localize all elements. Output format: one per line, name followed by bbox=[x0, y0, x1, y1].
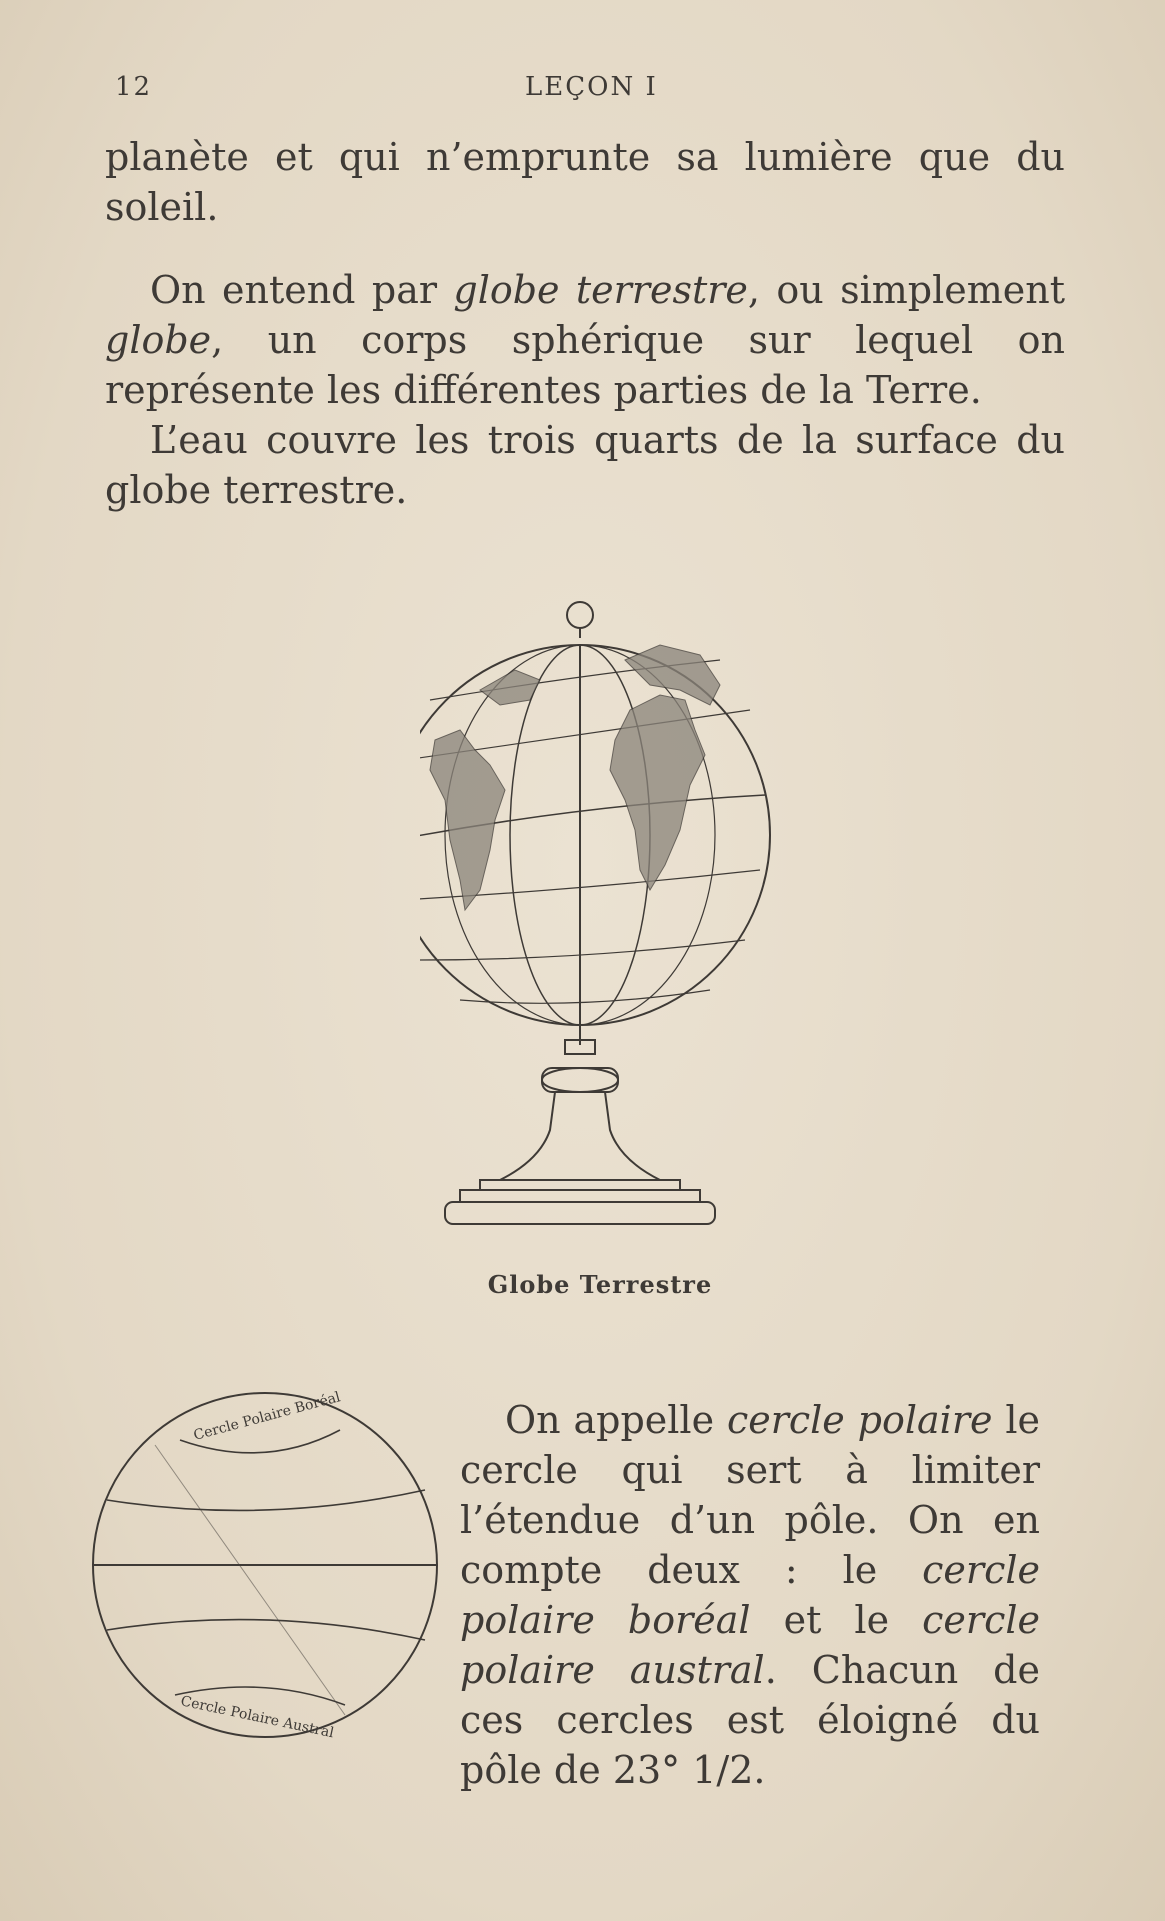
text-run: On entend par bbox=[150, 268, 454, 312]
paragraph-text: planète et qui n’emprunte sa lumière que du soleil. bbox=[105, 135, 1065, 229]
label-north: Cercle Polaire Boréal bbox=[191, 1389, 343, 1444]
page-header bbox=[105, 72, 1060, 112]
text-run: . Chacun de ces cercles est éloigné du pôle de 23° 1/2. bbox=[460, 1648, 1040, 1792]
chapter-title: LEÇON I bbox=[525, 72, 658, 102]
paragraph-globe-definition bbox=[105, 265, 1065, 415]
italic-term: cercle polaire austral bbox=[460, 1598, 1040, 1692]
text-run: On appelle bbox=[505, 1398, 727, 1442]
label-south: Cercle Polaire Austral bbox=[179, 1693, 336, 1742]
italic-term: cercle polaire bbox=[726, 1398, 993, 1442]
figure-caption: Globe Terrestre bbox=[487, 1270, 713, 1299]
paragraph-continuation bbox=[105, 132, 1065, 232]
italic-term: cercle polaire boréal bbox=[460, 1548, 1040, 1642]
paragraph-water bbox=[105, 415, 1065, 515]
italic-term: globe bbox=[105, 318, 212, 362]
text-run: et le bbox=[750, 1598, 923, 1642]
polar-circles-illustration bbox=[85, 1385, 445, 1745]
italic-term: globe terrestre bbox=[453, 268, 748, 312]
page-number: 12 bbox=[115, 72, 153, 102]
text-run: , un corps sphérique sur lequel on représente les différentes parties de la Terre. bbox=[105, 318, 1065, 412]
text-run: le cercle qui sert à limiter l’étendue d’un pôle. On en compte deux : le bbox=[460, 1398, 1040, 1592]
paragraph-polar-circle bbox=[460, 1395, 1040, 1795]
globe-illustration bbox=[420, 590, 780, 1260]
text-run: , ou simplement bbox=[747, 268, 1065, 312]
paragraph-text: L’eau couvre les trois quarts de la surface du globe terrestre. bbox=[105, 418, 1065, 512]
